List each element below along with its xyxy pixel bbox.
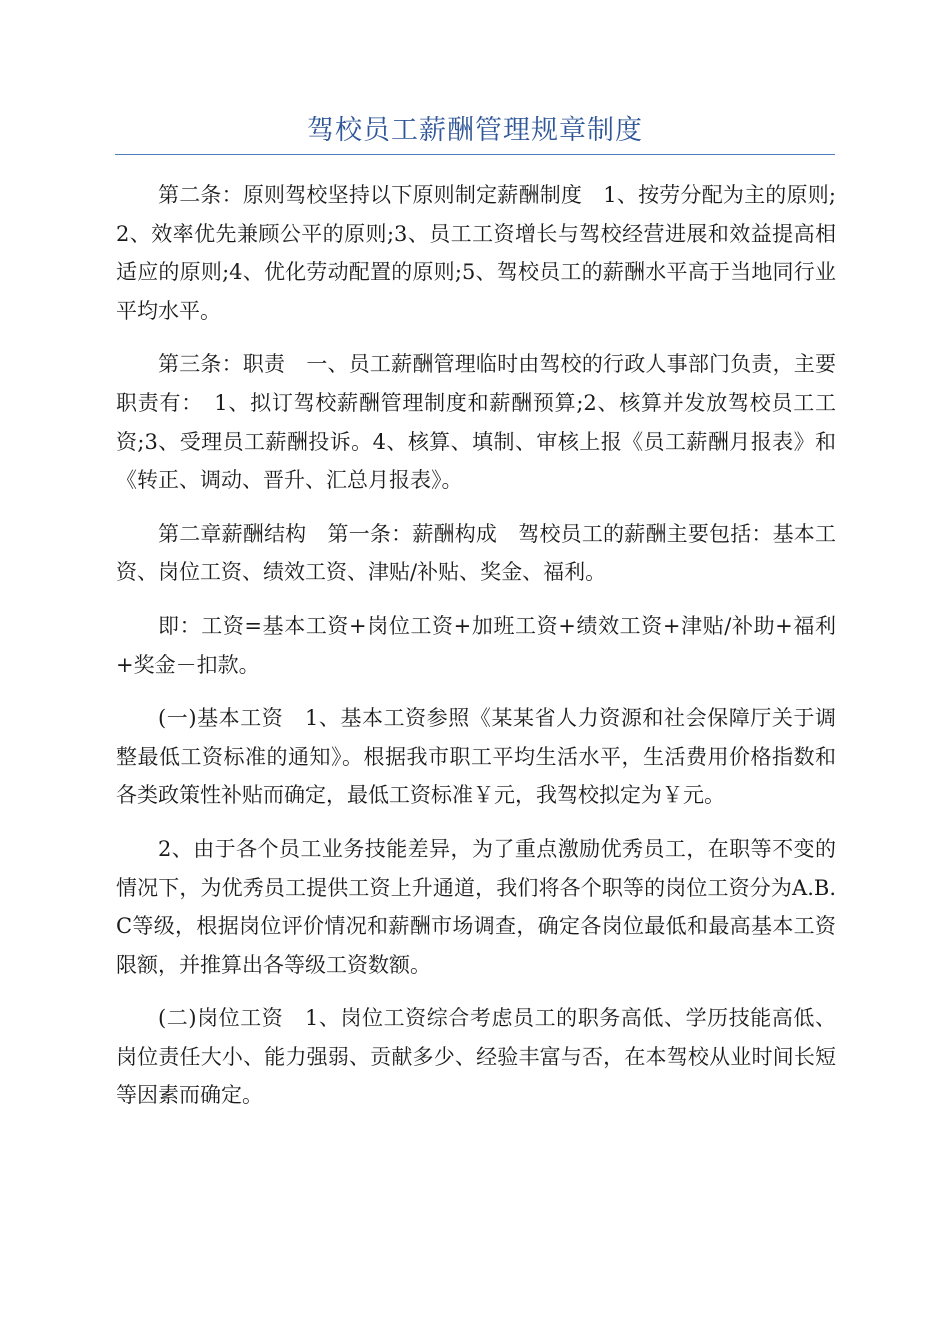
- paragraph-salary-formula: 即：工资=基本工资+岗位工资+加班工资+绩效工资+津贴/补助+福利+奖金－扣款。: [116, 613, 836, 677]
- paragraph-chapter-2-structure: 第二章薪酬结构 第一条：薪酬构成 驾校员工的薪酬主要包括：基本工资、岗位工资、绩效工资、津贴/补贴、奖金、福利。: [116, 521, 836, 585]
- document-title: 驾校员工薪酬管理规章制度: [307, 115, 643, 146]
- paragraph-article-3-duties: 第三条：职责 一、员工薪酬管理临时由驾校的行政人事部门负责，主要职责有： 1、拟订驾校薪酬管理制度和薪酬预算;2、核算并发放驾校员工工资;3、受理员工薪酬投诉。4、核算、填制、审核上报《员工薪酬月报表》和《转正、调动、晋升、汇总月报表》。: [116, 352, 836, 493]
- paragraph-position-salary: (二)岗位工资 1、岗位工资综合考虑员工的职务高低、学历技能高低、岗位责任大小、能力强弱、贡献多少、经验丰富与否，在本驾校从业时间长短等因素而确定。: [116, 1006, 836, 1108]
- document-body: [116, 176, 836, 1130]
- title-underline: [115, 154, 835, 155]
- paragraph-base-salary: (一)基本工资 1、基本工资参照《某某省人力资源和社会保障厅关于调整最低工资标准的通知》。根据我市职工平均生活水平，生活费用价格指数和各类政策性补贴而确定，最低工资标准￥元，我驾校拟定为￥元。: [116, 706, 836, 808]
- paragraph-base-salary-grades: 2、由于各个员工业务技能差异，为了重点激励优秀员工，在职等不变的情况下，为优秀员工提供工资上升通道，我们将各个职等的岗位工资分为A.B.C等级，根据岗位评价情况和薪酬市场调查，确定各岗位最低和最高基本工资限额，并推算出各等级工资数额。: [116, 836, 836, 977]
- paragraph-article-2-principles: 第二条：原则驾校坚持以下原则制定薪酬制度 1、按劳分配为主的原则;2、效率优先兼顾公平的原则;3、员工工资增长与驾校经营进展和效益提高相适应的原则;4、优化劳动配置的原则;5、驾校员工的薪酬水平高于当地同行业平均水平。: [116, 183, 836, 323]
